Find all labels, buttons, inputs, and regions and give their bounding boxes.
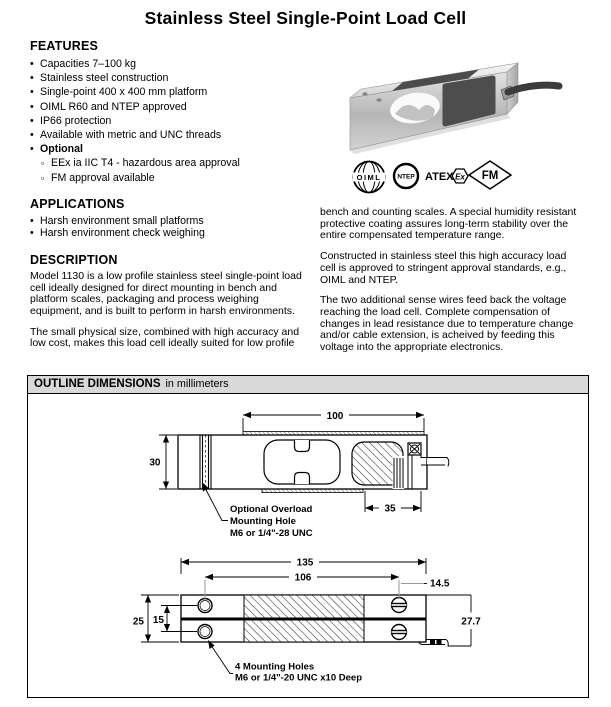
dim-label-edge-offset: 14.5 (430, 578, 450, 590)
feature-item (30, 128, 308, 142)
applications-heading: APPLICATIONS (30, 196, 125, 211)
approval-logos (348, 156, 528, 198)
mounting-holes-note (208, 640, 362, 684)
page-title: Stainless Steel Single-Point Load Cell (144, 8, 467, 28)
feature-text: IP66 protection (40, 114, 112, 127)
feature-text: Capacities 7–100 kg (40, 58, 136, 70)
features-heading: FEATURES (30, 39, 99, 53)
dimension-27-7 (426, 595, 481, 646)
description-paragraph: Constructed in stainless steel this high accuracy load cell is approved to stringent approval standards, e.g., OIML and NTEP. (320, 250, 567, 286)
feature-text: Single-point 400 x 400 mm platform (40, 86, 208, 99)
feature-text: Stainless steel construction (40, 72, 169, 85)
description-paragraph: bench and counting scales. A special humidity resistant protective coating assures long-term stability over the entire compensated temperature range. (320, 206, 577, 242)
atex-ex-hexagon-icon (452, 169, 468, 183)
feature-text: EEx ia IIC T4 - hazardous area approval (51, 157, 240, 170)
note-line: M6 or 1/4"-28 UNC (230, 528, 313, 539)
dimension-35 (365, 491, 421, 514)
bullet-icon: • (30, 72, 34, 85)
application-item (30, 215, 308, 228)
note-line: 4 Mounting Holes (235, 661, 315, 673)
bullet-icon: • (30, 114, 34, 127)
description-heading: DESCRIPTION (30, 252, 118, 267)
fm-label: FM (481, 170, 499, 182)
application-text: Harsh environment small platforms (40, 214, 204, 227)
feature-sub-item (30, 171, 308, 185)
feature-text: OIML R60 and NTEP approved (40, 100, 187, 113)
bullet-icon: • (30, 143, 34, 156)
square-bullet-icon: ▫ (41, 158, 45, 169)
application-text: Harsh environment check weighing (40, 227, 205, 240)
feature-item (30, 85, 308, 99)
bullet-icon: • (30, 214, 34, 227)
note-line: Mounting Hole (230, 516, 296, 527)
right-column (320, 207, 582, 363)
top-view-drawing (133, 557, 481, 683)
ntep-label: NTEP (397, 173, 415, 181)
bullet-icon: • (30, 86, 34, 99)
feature-text: Optional (40, 143, 83, 156)
bullet-icon: • (30, 129, 34, 142)
dimension-30 (149, 435, 177, 489)
dim-label-hole-spacing: 106 (294, 572, 312, 584)
mounting-hole-dot (376, 98, 381, 102)
dim-label-offset: 35 (384, 503, 396, 515)
feature-text: FM approval available (51, 171, 155, 184)
feature-sub-item (30, 156, 308, 170)
dimension-100 (243, 411, 424, 431)
feature-text: Available with metric and UNC threads (40, 129, 222, 142)
dim-label-total-width: 27.7 (461, 616, 481, 628)
screw-icon (408, 443, 421, 455)
side-view-drawing (149, 411, 448, 539)
square-bullet-icon: ▫ (41, 172, 45, 183)
outline-units-note: in millimeters (165, 378, 229, 390)
left-column (30, 40, 308, 359)
bullet-icon: • (30, 58, 34, 70)
description-paragraph: The small physical size, combined with high accuracy and low cost, makes this load cell ideally suited for low profile (30, 325, 300, 350)
cable (508, 85, 559, 92)
feature-item (30, 114, 308, 128)
dim-label-width: 25 (132, 616, 144, 628)
ex-label: Ex (455, 172, 465, 182)
feature-item (30, 71, 308, 85)
feature-item (30, 57, 308, 71)
dim-label-height: 30 (149, 457, 161, 469)
applications-list (30, 215, 308, 240)
outline-drawings (27, 396, 586, 696)
dim-label-hole-width: 15 (152, 615, 164, 626)
description-paragraph: The two additional sense wires feed back the voltage reaching the load cell. Complete compensation of changes in lead resistance due to temperature change and/or cable extension, is acheived by feeding this voltage into the appropriate electronics. (320, 294, 574, 354)
bullet-icon: • (30, 100, 34, 113)
dimension-14-5 (401, 579, 450, 590)
outline-dimensions-header (28, 376, 588, 394)
bullet-icon: • (30, 227, 34, 240)
fm-logo-icon (469, 161, 511, 189)
note-line: M6 or 1/4"-20 UNC x10 Deep (235, 672, 362, 684)
note-line: Optional Overload (230, 504, 313, 515)
outline-heading: OUTLINE DIMENSIONS (34, 378, 161, 390)
application-item (30, 227, 308, 240)
feature-item (30, 100, 308, 114)
oiml-label: OIML (356, 173, 382, 182)
description-paragraph: Model 1130 is a low profile stainless steel single-point load cell ideally designed for direct mounting in bench and platform scales, packaging and process weighing equipment, and is built to perform in harsh environments. (30, 269, 302, 317)
dim-label-length: 100 (326, 410, 344, 422)
cable-channel (393, 456, 405, 489)
load-cell-photo (335, 50, 611, 162)
oiml-logo-icon (353, 162, 385, 193)
atex-label: ATEX (425, 171, 454, 183)
features-list (30, 57, 308, 185)
flexure-cutout-outline (264, 440, 340, 484)
feature-item-optional (30, 142, 308, 156)
dim-label-overall: 135 (296, 557, 314, 569)
ntep-logo-icon (394, 164, 418, 188)
mounting-hole-dot (362, 92, 367, 96)
